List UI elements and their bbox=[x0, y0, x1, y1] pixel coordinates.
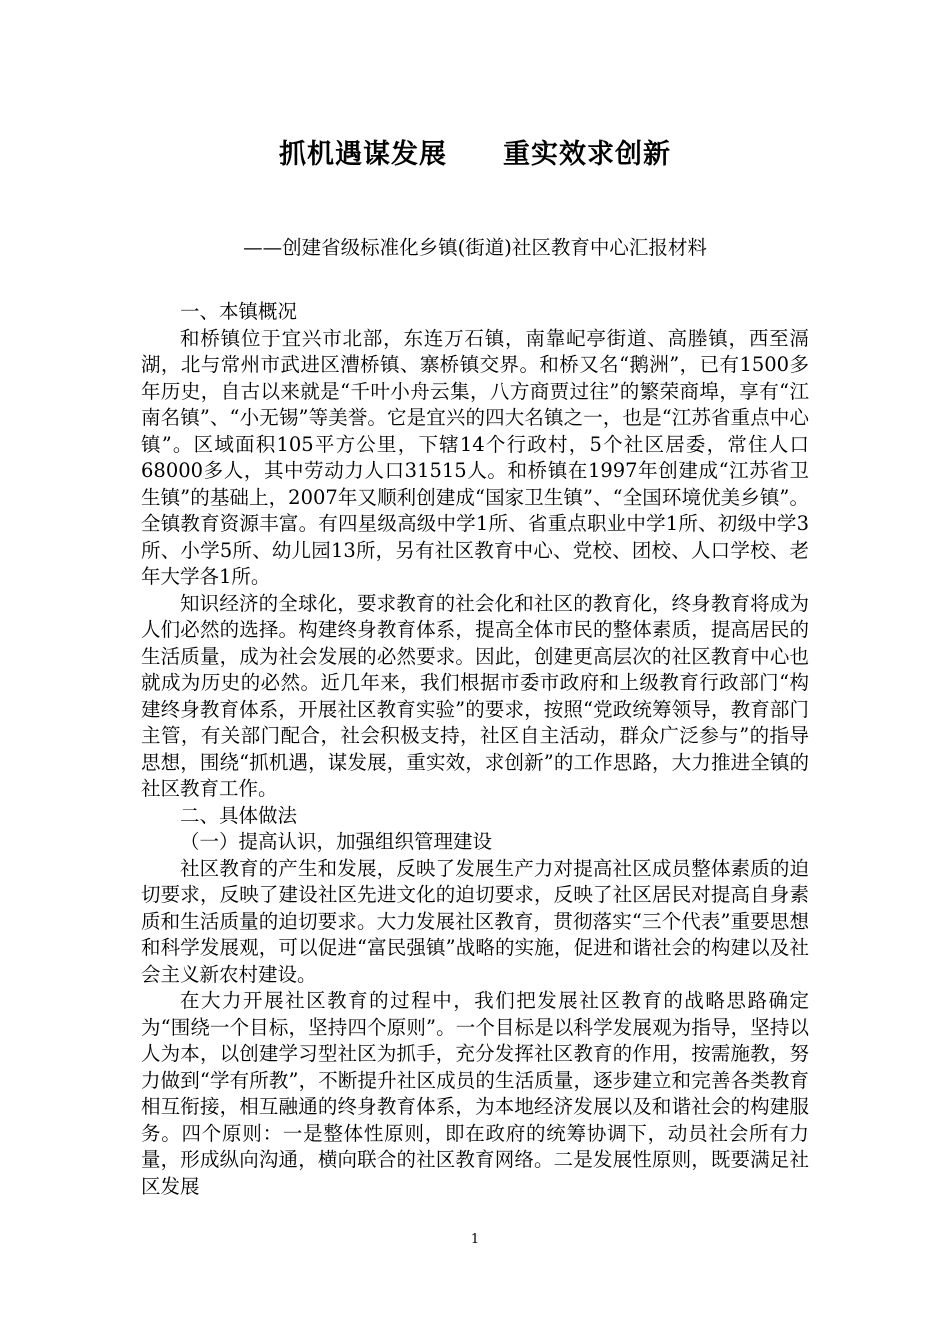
document-title: 抓机遇谋发展 重实效求创新 bbox=[279, 139, 671, 170]
section-heading-practices: 二、具体做法 bbox=[180, 803, 298, 827]
paragraph-town-profile: 和桥镇位于宜兴市北部，东连万石镇，南靠屺亭街道、高塍镇，西至滆湖，北与常州市武进区漕桥镇、寨桥镇交界。和桥又名“鹅洲”，已有1500多年历史，自古以来就是“千叶小舟云集，八方商贾过往”的繁荣商埠，享有“江南名镇”、“小无锡”等美誉。它是宜兴的四大名镇之一，也是“江苏省重点中心镇”。区域面积105平方公里，下辖14个行政村，5个社区居委，常住人口68000多人，其中劳动力人口31515人。和桥镇在1997年创建成“江苏省卫生镇”的基础上，2007年又顺利创建成“国家卫生镇”、“全国环境优美乡镇”。全镇教育资源丰富。有四星级高级中学1所、省重点职业中学1所、初级中学3所、小学5所、幼儿园13所，另有社区教育中心、党校、团校、人口学校、老年大学各1所。 bbox=[141, 326, 809, 588]
section-heading-overview: 一、本镇概况 bbox=[180, 300, 298, 323]
page-number: 1 bbox=[470, 1232, 480, 1247]
paragraph-strategy: 在大力开展社区教育的过程中，我们把发展社区教育的战略思路确定为“围绕一个目标，坚持四个原则”。一个目标是以科学发展观为指导，坚持以人为本，以创建学习型社区为抓手，充分发挥社区教育的作用，按需施教，努力做到“学有所教”，不断提升社区成员的生活质量，逐步建立和完善各类教育相互衔接，相互融通的终身教育体系，为本地经济发展以及和谐社会的构建服务。四个原则：一是整体性原则，即在政府的统筹协调下，动员社会所有力量，形成纵向沟通，横向联合的社区教育网络。二是发展性原则，既要满足社区发展 bbox=[141, 989, 809, 1198]
paragraph-lifelong-education: 知识经济的全球化，要求教育的社会化和社区的教育化，终身教育将成为人们必然的选择。构建终身教育体系，提高全体市民的整体素质，提高居民的生活质量，成为社会发展的必然要求。因此，创建更高层次的社区教育中心也就成为历史的必然。近几年来，我们根据市委市政府和上级教育行政部门“构建终身教育体系，开展社区教育实验”的要求，按照“党政统筹领导，教育部门主管，有关部门配合，社会积极支持，社区自主活动，群众广泛参与”的指导思想，围绕“抓机遇，谋发展，重实效，求创新”的工作思路，大力推进全镇的社区教育工作。 bbox=[141, 591, 809, 800]
document-body bbox=[141, 299, 809, 1200]
document-subtitle: ——创建省级标准化乡镇(街道)社区教育中心汇报材料 bbox=[243, 236, 707, 259]
paragraph-community-education: 社区教育的产生和发展，反映了发展生产力对提高社区成员整体素质的迫切要求，反映了建设社区先进文化的迫切要求，反映了社区居民对提高自身素质和生活质量的迫切要求。大力发展社区教育，贯彻落实“三个代表”重要思想和科学发展观，可以促进“富民强镇”战略的实施，促进和谐社会的构建以及社会主义新农村建设。 bbox=[141, 856, 809, 986]
subsection-heading-organization: （一）提高认识，加强组织管理建设 bbox=[180, 830, 493, 853]
